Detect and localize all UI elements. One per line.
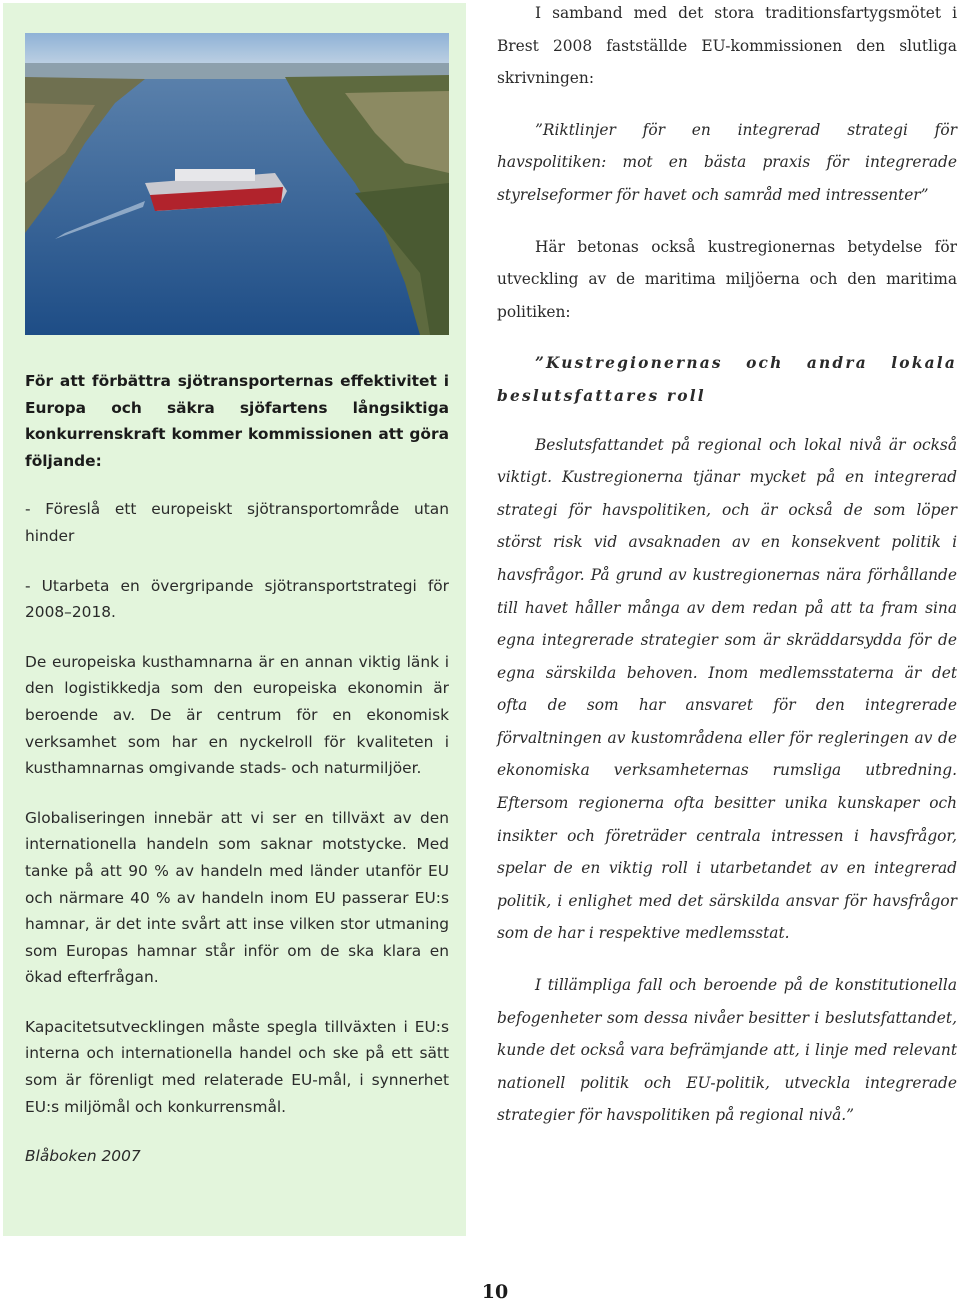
page-number: 10 (481, 1281, 509, 1303)
quote-heading: ”Kustregionernas och andra lokala beslutsfattares roll (497, 354, 957, 405)
body-paragraph: Globaliseringen innebär att vi ser en tillväxt av den internationella handeln som saknar motstycke. Med tanke på att 90 % av handeln med länder utanför EU och närmare 40 % av handeln inom EU passerar EU:s hamnar, är det inte svårt att inse vilken stor utmaning som Europas hamnar står inför om de ska klara en ökad efterfrågan. (25, 808, 449, 987)
source-citation: Blåboken 2007 (25, 1147, 141, 1166)
bullet-item: - Föreslå ett europeiskt sjötransportområde utan hinder (25, 500, 449, 545)
emphasis-paragraph: Här betonas också kustregionernas betydelse för utveckling av de maritima miljöerna och den maritima politiken: (497, 237, 957, 321)
body-paragraph: De europeiska kusthamnarna är en annan viktig länk i den logistikkedja som den europeiska ekonomin är beroende av. De är centrum för en ekonomisk verksamhet som har en nyckelroll för kvaliteten i kusthamnarnas omgivande stads- och naturmiljöer. (25, 652, 449, 778)
ferry-photo (25, 33, 449, 335)
body-paragraph: Kapacitetsutvecklingen måste spegla tillväxten i EU:s interna och internationella handel och ske på ett sätt som är förenligt med relaterade EU-mål, i synnerhet EU:s miljömål och konkurrensmål. (25, 1017, 449, 1116)
ferry-photo-art (25, 33, 449, 335)
quote-strategy: ”Riktlinjer för en integrerad strategi för havspolitiken: mot en bästa praxis för integrerade styrelseformer för havet och samråd med intressenter” (497, 120, 957, 204)
quote-ending: I tillämpliga fall och beroende på de konstitutionella befogenheter som dessa nivåer besitter i beslutsfattandet, kunde det också vara befrämjande att, i linje med relevant nationell politik och EU-politik, utveckla integrerade strategier för havspolitiken på regional nivå.” (497, 976, 957, 1125)
right-column (497, 0, 957, 1132)
quote-body: Beslutsfattandet på regional och lokal nivå är också viktigt. Kustregionerna tjänar mycket på en integrerad strategi för havspolitiken, och är också de som löper störst risk vid avsaknaden av en konsekvent politik i havsfrågor. På grund av kustregionernas nära förhållande till havet håller många av dem redan på att ta fram sina egna integrerade strategier som är skräddarsydda för de egna särskilda behoven. Inom medlemsstaterna är det ofta de som har ansvaret för den integrerade förvaltningen av kustområdena eller för regleringen av de ekonomiska verksamheternas rumsliga utbredning. Eftersom regionerna ofta besitter unika kunskaper och insikter och företräder centrala intressen i havsfrågor, spelar de en viktig roll i utarbetandet av en integrerad politik, i enlighet med det särskilda ansvar för havsfrågor som de har i respektive medlemsstat. (497, 435, 957, 943)
intro-paragraph: I samband med det stora traditionsfartygsmötet i Brest 2008 fastställde EU-kommissionen den slutliga skrivningen: (497, 4, 957, 88)
left-column (25, 368, 449, 1193)
bullet-item: - Utarbeta en övergripande sjötransportstrategi för 2008–2018. (25, 576, 449, 622)
lead-paragraph: För att förbättra sjötransporternas effektivitet i Europa och säkra sjöfartens långsiktiga konkurrenskraft kommer kommissionen att göra följande: (25, 372, 449, 470)
